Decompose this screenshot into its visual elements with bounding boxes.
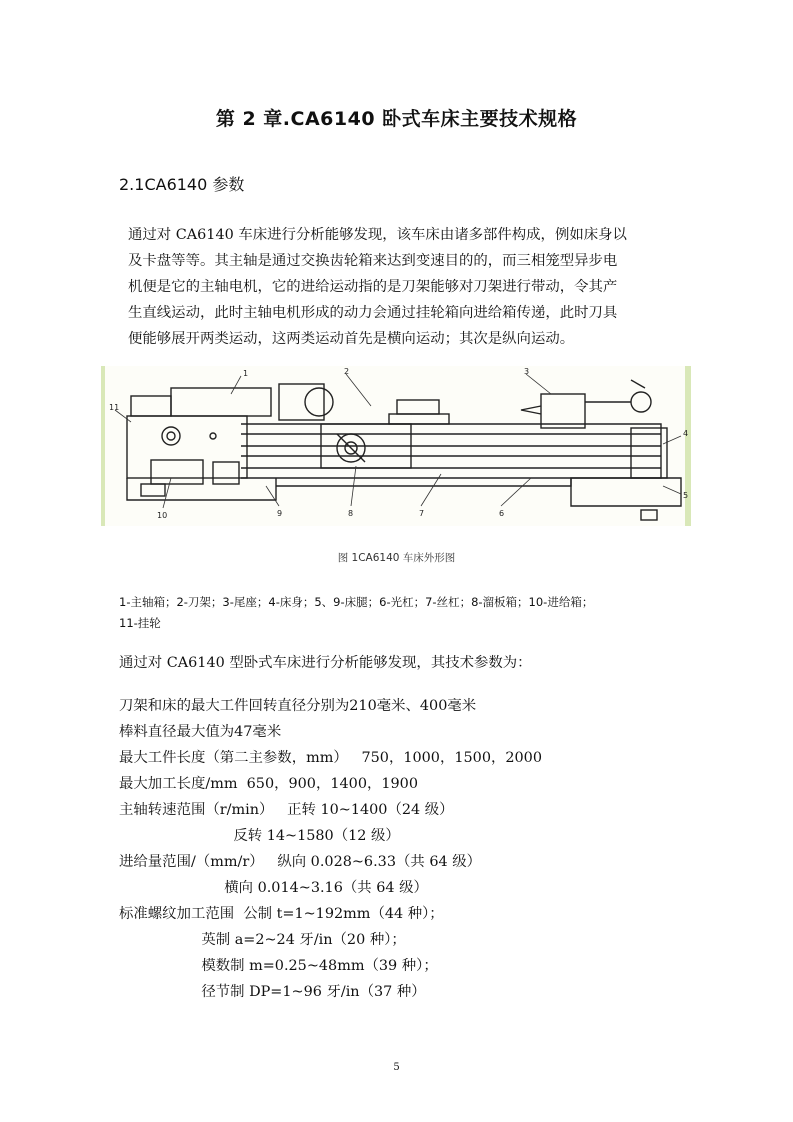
callout-label: 8 [348,509,354,518]
param-line: 棒料直径最大值为47毫米 [119,724,282,740]
section-heading: 2.1CA6140 参数 [119,175,245,194]
param-line: 最大工件长度（第二主参数，mm） 750，1000，1500，2000 [119,750,542,766]
param-line: 横向 0.014~3.16（共 64 级） [119,880,428,896]
legend-line: 1-主轴箱；2-刀架；3-尾座；4-床身；5、9-床腿；6-光杠；7-丝杠；8-溜板箱；10-进给箱； [119,595,594,609]
figure-legend [119,592,689,634]
intro-line: 生直线运动，此时主轴电机形成的动力会通过挂轮箱向进给箱传递，此时刀具 [128,305,618,321]
callout-label: 11 [109,403,120,412]
lathe-figure [101,366,691,526]
callout-label: 1 [243,369,249,378]
figure-caption: 图 1CA6140 车床外形图 [337,552,456,564]
param-line: 模数制 m=0.25~48mm（39 种）； [119,958,438,974]
callout-label: 6 [499,509,505,518]
callout-label: 10 [157,511,168,520]
param-line: 主轴转速范围（r/min） 正转 10~1400（24 级） [119,802,454,818]
intro-line: 及卡盘等等。其主轴是通过交换齿轮箱来达到变速目的的，而三相笼型异步电 [128,253,618,269]
intro-paragraph [119,222,694,352]
callout-label: 2 [344,367,350,376]
page-number: 5 [393,1062,400,1073]
legend-line: 11-挂轮 [119,616,161,630]
param-line: 进给量范围/（mm/r） 纵向 0.028~6.33（共 64 级） [119,854,482,870]
callout-label: 4 [683,429,689,438]
param-line: 英制 a=2~24 牙/in（20 种）； [119,932,406,948]
param-line: 刀架和床的最大工件回转直径分别为210毫米、400毫米 [119,698,477,714]
callout-label: 9 [277,509,283,518]
param-line: 标准螺纹加工范围 公制 t=1~192mm（44 种）； [119,906,444,922]
callout-label: 3 [524,367,530,376]
intro-line: 通过对 CA6140 车床进行分析能够发现，该车床由诸多部件构成，例如床身以 [128,227,627,243]
callout-label: 5 [683,491,689,500]
param-line: 径节制 DP=1~96 牙/in（37 种） [119,984,426,1000]
callout-label: 7 [419,509,425,518]
chapter-title: 第 2 章.CA6140 卧式车床主要技术规格 [215,108,578,130]
params-intro: 通过对 CA6140 型卧式车床进行分析能够发现，其技术参数为： [119,655,532,671]
intro-line: 机便是它的主轴电机，它的进给运动指的是刀架能够对刀架进行带动，令其产 [128,279,618,295]
param-line: 最大加工长度/mm 650，900，1400，1900 [119,776,418,792]
intro-line: 便能够展开两类运动，这两类运动首先是横向运动；其次是纵向运动。 [128,331,575,347]
param-line: 反转 14~1580（12 级） [119,828,400,844]
